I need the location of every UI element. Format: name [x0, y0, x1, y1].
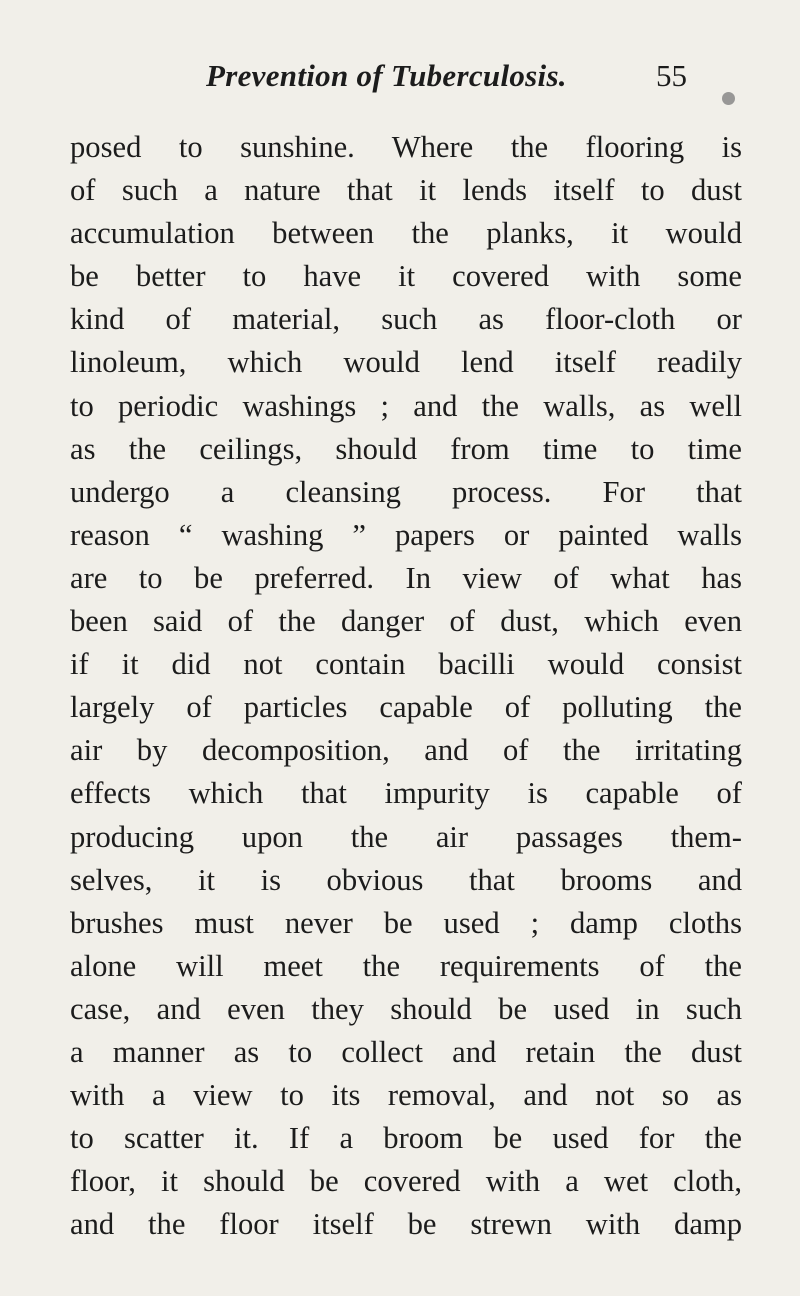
text-line: largely of particles capable of polluting the — [70, 690, 742, 725]
text-line: reason “ washing ” papers or painted walls — [70, 517, 742, 552]
text-line: of such a nature that it lends itself to dust — [70, 173, 742, 208]
text-line: alone will meet the requirements of the — [70, 948, 742, 983]
text-line: case, and even they should be used in such — [70, 991, 742, 1026]
page-number: 55 — [656, 58, 687, 93]
running-head — [0, 58, 800, 98]
text-line: floor, it should be covered with a wet cloth, — [70, 1164, 742, 1199]
text-line: if it did not contain bacilli would consist — [70, 647, 742, 682]
text-line: be better to have it covered with some — [70, 259, 742, 294]
text-line: and the floor itself be strewn with damp — [70, 1207, 742, 1242]
text-line: to periodic washings ; and the walls, as well — [70, 388, 742, 423]
text-line: to scatter it. If a broom be used for the — [70, 1121, 742, 1156]
text-line: a manner as to collect and retain the dust — [70, 1034, 742, 1069]
text-line: as the ceilings, should from time to time — [70, 431, 742, 466]
text-line: kind of material, such as floor-cloth or — [70, 302, 742, 337]
text-line: producing upon the air passages them- — [70, 819, 742, 854]
text-line: brushes must never be used ; damp cloths — [70, 905, 742, 940]
text-line: undergo a cleansing process. For that — [70, 474, 742, 509]
text-line: selves, it is obvious that brooms and — [70, 862, 742, 897]
text-line: accumulation between the planks, it would — [70, 216, 742, 251]
ink-spot — [722, 92, 735, 105]
text-line: effects which that impurity is capable of — [70, 776, 742, 811]
text-line: air by decomposition, and of the irritating — [70, 733, 742, 768]
text-line: been said of the danger of dust, which even — [70, 604, 742, 639]
text-line: with a view to its removal, and not so as — [70, 1078, 742, 1113]
text-line: are to be preferred. In view of what has — [70, 560, 742, 595]
running-title: Prevention of Tuberculosis. — [206, 58, 567, 93]
body-text — [70, 126, 742, 1246]
text-line: posed to sunshine. Where the flooring is — [70, 130, 742, 164]
text-line: linoleum, which would lend itself readily — [70, 345, 742, 380]
